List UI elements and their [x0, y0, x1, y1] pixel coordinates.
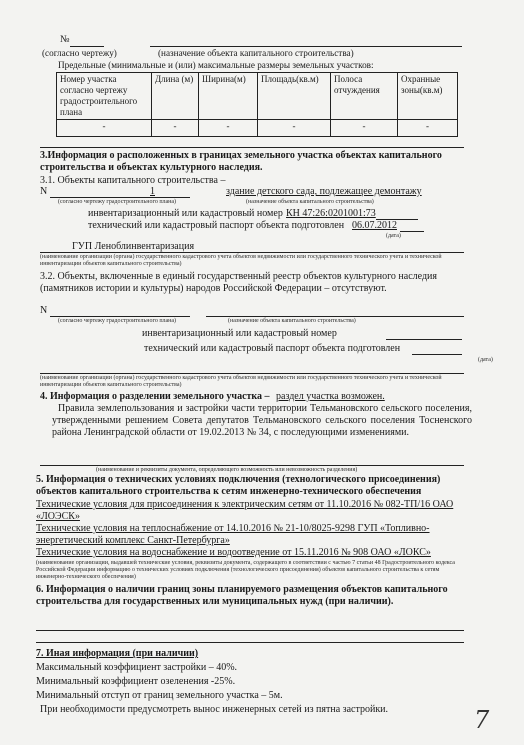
passport-date: 06.07.2012 — [352, 220, 397, 231]
passport-label: технический или кадастровый паспорт объекта подготовлен — [88, 220, 345, 231]
n2-line — [50, 316, 190, 317]
section7-line2: Минимальный коэффициент озеленения -25%. — [36, 676, 236, 687]
section5-title: 5. Информация о технических условиях подключения (технологического присоединения) объектов капитального строительства к сетям инженерно-технического обеспечения — [36, 474, 441, 497]
section6-line1 — [36, 630, 464, 631]
date-caption: (дата) — [386, 233, 401, 239]
section7-line1: Максимальный коэффициент застройки – 40%. — [36, 662, 238, 673]
table-cell: - — [258, 120, 331, 137]
number-line — [70, 46, 104, 47]
caption-plan-2: (согласно чертежу градостроительного плана) — [58, 318, 177, 324]
date2-line — [412, 354, 462, 355]
date-line — [400, 231, 424, 232]
inventory-label-2: инвентаризационный или кадастровый номер — [142, 328, 337, 339]
col-header-length: Длина (м) — [152, 73, 199, 120]
org-name: ГУП Леноблинвентаризация — [72, 241, 195, 252]
caption-purpose: (назначение объекта капитального строительства) — [246, 199, 374, 205]
divider — [40, 147, 464, 148]
n-prefix: N — [40, 186, 48, 197]
section7-line3: Минимальный отступ от границ земельного участка – 5м. — [36, 690, 283, 701]
object-name: здание детского сада, подлежащее демонтажу — [226, 186, 422, 197]
tech-conditions-water: Технические условия на водоснабжение и водоотведение от 15.11.2016 № 908 ОАО «ЛОКС» — [36, 547, 431, 558]
n2-prefix: N — [40, 305, 48, 316]
section3-2: 3.2. Объекты, включенные в единый государственный реестр объектов культурного наследия (памятников истории и культуры) народов Российской Федерации – отсутствуют. — [40, 271, 437, 294]
section3-1: 3.1. Объекты капитального строительства – — [40, 175, 226, 186]
n-line — [50, 197, 190, 198]
section4-body: Правила землепользования и застройки части территории Тельмановского сельского поселения, утвержденными решением Совета депутатов Тельмановского сельского поселения Тосненского района Ленинградской области от 19.02.2013 № 34, с последующими изменениями. — [52, 403, 472, 438]
section3-title: 3.Информация о расположенных в границах земельного участка объектах капитального строительства и объектах культурного наследия. — [40, 150, 442, 173]
date-caption-2: (дата) — [478, 357, 493, 363]
table-row — [57, 120, 458, 137]
table-cell: - — [152, 120, 199, 137]
col-header-plot-number: Номер участка согласно чертежу градостроительного плана — [57, 73, 152, 120]
purpose-line — [150, 46, 462, 47]
table-cell: - — [331, 120, 398, 137]
section5-caption: (наименование организации, выдавшей технические условия, реквизиты документа, содержащего в соответствии с частью 7 статьи 48 Градостроительного кодекса Российской Федерации информацию о технических условиях подключения (технологического присоединения) объектов капитального строительства к сетям инженерно-технического обеспечения) — [36, 560, 455, 580]
purpose-caption: (назначение объекта капитального строительства) — [158, 48, 354, 58]
page-number: 7 — [474, 706, 490, 734]
inventory2-line — [386, 339, 462, 340]
inventory-label: инвентаризационный или кадастровый номер — [88, 208, 283, 219]
org-caption: (наименование организации (органа) государственного кадастрового учета объектов недвижимости или государственного технического учета и технической инвентаризации объектов капитального строительства) — [40, 254, 442, 267]
per-drawing-caption: (согласно чертежу) — [42, 48, 117, 58]
col-header-alienation: Полоса отчуждения — [331, 73, 398, 120]
object-number: 1 — [150, 186, 155, 197]
section4-caption: (наименование и реквизиты документа, определяющего возможность или невозможность разделения) — [96, 467, 358, 473]
table-cell: - — [57, 120, 152, 137]
tech-conditions-heat: Технические условия на теплоснабжение от 14.10.2016 № 21-10/8025-9298 ГУП «Топливно-энергетический комплекс Санкт-Петербурга» — [36, 523, 430, 546]
col-header-area: Площадь(кв.м) — [258, 73, 331, 120]
purpose2-line — [206, 316, 464, 317]
number-prefix: № — [60, 34, 70, 45]
table-cell: - — [199, 120, 258, 137]
inventory-value: КН 47:26:0201001:73 — [286, 208, 376, 219]
sizes-table — [56, 72, 458, 137]
section4-value: раздел участка возможен. — [276, 391, 385, 402]
table-cell: - — [398, 120, 458, 137]
section7-line4: При необходимости предусмотреть вынос инженерных сетей из пятна застройки. — [40, 704, 389, 715]
org-line — [40, 252, 464, 253]
passport-label-2: технический или кадастровый паспорт объекта подготовлен — [144, 343, 401, 354]
org2-line — [40, 373, 464, 374]
col-header-protection-zones: Охранные зоны(кв.м) — [398, 73, 458, 120]
section6-line2 — [36, 642, 464, 643]
section7-title: 7. Иная информация (при наличии) — [36, 648, 199, 659]
section4-line — [40, 465, 464, 466]
limits-title: Предельные (минимальные и (или) максимальные размеры земельных участков: — [58, 60, 374, 70]
section6-title: 6. Информация о наличии границ зоны планируемого размещения объектов капитального строительства для государственных или муниципальных нужд (при наличии). — [36, 584, 448, 607]
tech-conditions-electric: Технические условия для присоединения к электрическим сетям от 11.10.2016 № 082-ТП/16 ОАО «ЛОЭСК» — [36, 499, 454, 522]
section4-title: 4. Информация о разделении земельного участка – — [40, 391, 270, 402]
caption-purpose-2: (назначение объекта капитального строительства) — [228, 318, 356, 324]
col-header-width: Ширина(м) — [199, 73, 258, 120]
org-caption-2: (наименование организации (органа) государственного кадастрового учета объектов недвижимости или государственного технического учета и технической инвентаризации объектов капитального строительства) — [40, 375, 442, 388]
caption-plan: (согласно чертежу градостроительного плана) — [58, 199, 177, 205]
